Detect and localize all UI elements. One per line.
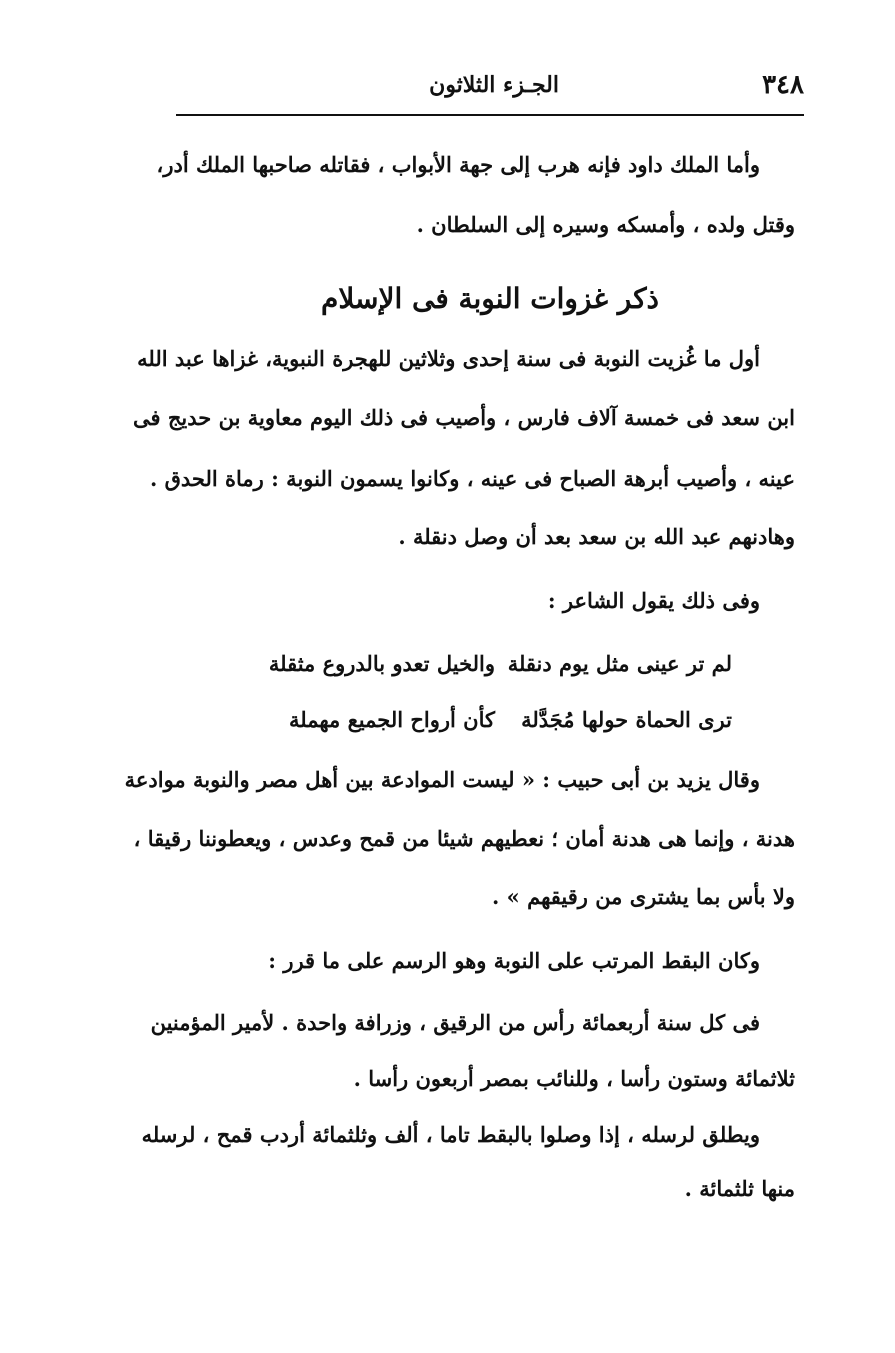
text-line: وأما الملك داود فإنه هرب إلى جهة الأبواب ، فقاتله صاحبها الملك أدر، (156, 152, 760, 177)
text-line: وقتل ولده ، وأمسكه وسيره إلى السلطان . (416, 212, 795, 237)
text-line: وفى ذلك يقول الشاعر : (547, 588, 760, 613)
text-line: وقال يزيد بن أبى حبيب : « ليست الموادعة بين أهل مصر والنوبة موادعة (124, 767, 760, 792)
text-line: ويطلق لرسله ، إذا وصلوا بالبقط تاما ، ألف وثلثمائة أردب قمح ، لرسله (141, 1122, 760, 1147)
running-title: الجـزء الثلاثون (429, 72, 559, 98)
section-heading: ذكر غزوات النوبة فى الإسلام (321, 282, 659, 315)
text-line: ابن سعد فى خمسة آلاف فارس ، وأصيب فى ذلك اليوم معاوية بن حديج فى (133, 405, 795, 430)
text-line: وهادنهم عبد الله بن سعد بعد أن وصل دنقلة . (398, 524, 795, 549)
verse-second-hemistich: والخيل تعدو بالدروع مثقلة (268, 651, 495, 676)
text-line: وكان البقط المرتب على النوبة وهو الرسم على ما قرر : (268, 948, 760, 973)
text-line: فى كل سنة أربعمائة رأس من الرقيق ، وزرافة واحدة . لأمير المؤمنين (150, 1010, 760, 1035)
verse-second-hemistich: كأن أرواح الجميع مهملة (289, 707, 495, 732)
text-line: ثلاثمائة وستون رأسا ، وللنائب بمصر أربعون رأسا . (353, 1066, 795, 1091)
text-line: ولا بأس بما يشترى من رقيقهم » . (492, 884, 795, 909)
text-line: أول ما غُزيت النوبة فى سنة إحدى وثلاثين للهجرة النبوية، غزاها عبد الله (137, 346, 760, 371)
page-header (176, 66, 804, 110)
verse-first-hemistich: لم تر عينى مثل يوم دنقلة (507, 651, 732, 676)
text-line: عينه ، وأصيب أبرهة الصباح فى عينه ، وكانوا يسمون النوبة : رماة الحدق . (149, 466, 795, 491)
verse-first-hemistich: ترى الحماة حولها مُجَدَّلة (521, 707, 732, 732)
text-line: هدنة ، وإنما هى هدنة أمان ؛ نعطيهم شيئا من قمح وعدس ، ويعطوننا رقيقا ، (133, 826, 795, 851)
page-number: ٣٤٨ (762, 70, 804, 100)
text-line: منها ثلثمائة . (684, 1176, 795, 1201)
header-rule (176, 114, 804, 116)
